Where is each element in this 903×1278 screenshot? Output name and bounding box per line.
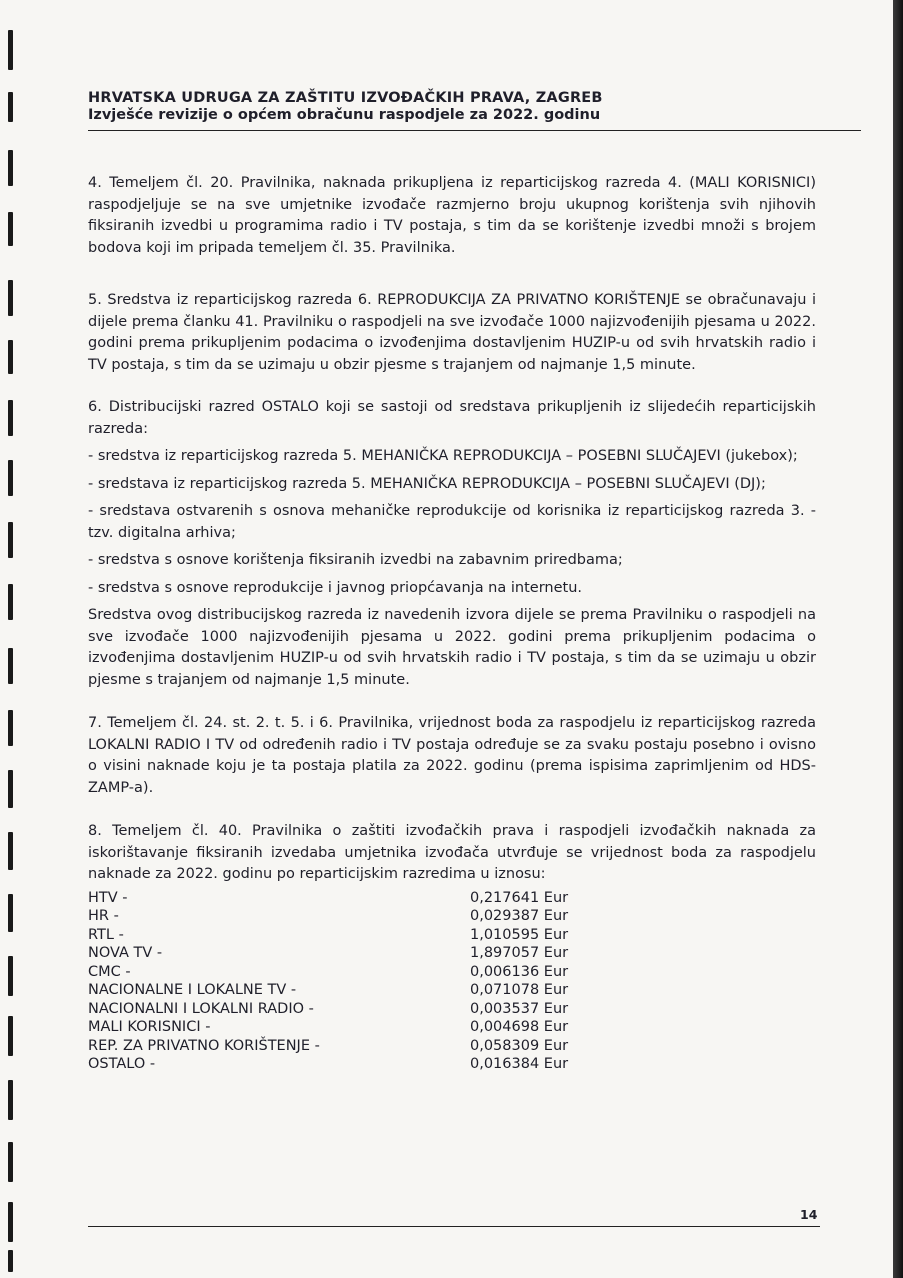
list-item: - sredstava iz reparticijskog razreda 5. MEHANIČKA REPRODUKCIJA – POSEBNI SLUČAJEVI (DJ); [88, 475, 766, 492]
report-title: Izvješće revizije o općem obračunu raspodjele za 2022. godinu [88, 107, 601, 123]
point-value: 0,058309 Eur [470, 1037, 569, 1054]
table-row [88, 981, 568, 1000]
table-row [88, 1055, 568, 1074]
category-label: HTV - [88, 889, 128, 906]
paragraph-4: 4. Temeljem čl. 20. Pravilnika, naknada prikupljena iz reparticijskog razreda 4. (MALI KORISNICI) raspodjeljuje se na sve umjetnike izvođače razmjerno broju ukupnog korištenja svih njihovih fiksiranih izvedbi u programima radio i TV postaja, s tim da se korištenje izvedbi množi s brojem bodova koji im pripada temeljem čl. 35. Pravilnika. [88, 175, 816, 256]
list-item: - sredstva s osnove korištenja fiksiranih izvedbi na zabavnim priredbama; [88, 552, 623, 568]
page-header [88, 90, 778, 123]
paragraph-5: 5. Sredstva iz reparticijskog razreda 6. REPRODUKCIJA ZA PRIVATNO KORIŠTENJE se obračunavaju i dijele prema članku 41. Pravilniku o raspodjeli na sve izvođače 1000 najizvođenijih pjesama u 2022. godini prema prikupljenim podacima o izvođenjima dostavljenim HUZIP-u od svih hrvatskih radio i TV postaja, s tim da se uzimaju u obzir pjesme s trajanjem od najmanje 1,5 minute. [88, 292, 816, 373]
table-row [88, 1018, 568, 1037]
scan-edge [893, 0, 903, 1278]
table-row [88, 926, 568, 945]
table-row [88, 1000, 568, 1019]
paragraph-6-closing: Sredstva ovog distribucijskog razreda iz navedenih izvora dijele se prema Pravilniku o raspodjeli na sve izvođače 1000 najizvođenijih pjesama u 2022. godini prema prikupljenim podacima o izvođenjima dostavljenim HUZIP-u od svih hrvatskih radio i TV postaja, s tim da se uzimaju u obzir pjesme s trajanjem od najmanje 1,5 minute. [88, 607, 816, 688]
category-label: NOVA TV - [88, 945, 163, 961]
point-value: 0,016384 Eur [470, 1056, 569, 1072]
category-label: CMC - [88, 963, 131, 980]
list-item: - sredstva s osnove reprodukcije i javnog priopćavanja na internetu. [88, 579, 582, 596]
point-value: 1,010595 Eur [470, 926, 569, 943]
document-body [88, 173, 816, 1074]
paragraph-7: 7. Temeljem čl. 24. st. 2. t. 5. i 6. Pravilnika, vrijednost boda za raspodjelu iz reparticijskog razreda LOKALNI RADIO I TV od određenih radio i TV postaja određuje se za svaku postaju posebno i ovisno o visini naknade koju je ta postaja platila za 2022. godinu (prema ispisima zaprimljenim od HDS-ZAMP-a). [88, 715, 816, 796]
point-value: 0,217641 Eur [470, 889, 569, 906]
table-row [88, 889, 568, 908]
category-label: RTL - [88, 926, 124, 943]
category-label: OSTALO - [88, 1056, 156, 1072]
list-item: - sredstava ostvarenih s osnova mehaničke reprodukcije od korisnika iz reparticijskog razreda 3. - tzv. digitalna arhiva; [88, 503, 816, 541]
point-value: 1,897057 Eur [470, 945, 569, 961]
category-label: REP. ZA PRIVATNO KORIŠTENJE - [88, 1037, 320, 1054]
category-label: NACIONALNI I LOKALNI RADIO - [88, 1000, 314, 1017]
paragraph-8: 8. Temeljem čl. 40. Pravilnika o zaštiti izvođačkih prava i raspodjeli izvođačkih naknada za iskorištavanje fiksiranih izvedaba umjetnika izvođača utvrđuje se vrijednost boda za raspodjelu naknade za 2022. godinu po reparticijskim razredima u iznosu: [88, 823, 816, 882]
header-divider [88, 130, 861, 131]
point-value: 0,029387 Eur [470, 908, 569, 924]
table-row [88, 944, 568, 963]
point-value: 0,006136 Eur [470, 963, 569, 980]
list-item: - sredstva iz reparticijskog razreda 5. MEHANIČKA REPRODUKCIJA – POSEBNI SLUČAJEVI (jukebox); [88, 448, 798, 464]
point-value: 0,004698 Eur [470, 1019, 569, 1035]
paragraph-6-intro: 6. Distribucijski razred OSTALO koji se sastoji od sredstava prikupljenih iz slijedećih reparticijskih razreda: [88, 399, 816, 437]
category-label: NACIONALNE I LOKALNE TV - [88, 982, 297, 998]
table-row [88, 1037, 568, 1056]
point-value: 0,071078 Eur [470, 982, 569, 998]
page-number: 14 [800, 1207, 818, 1222]
scan-binding-marks [0, 0, 30, 1278]
point-value: 0,003537 Eur [470, 1000, 569, 1017]
table-row [88, 907, 568, 926]
organization-name: HRVATSKA UDRUGA ZA ZAŠTITU IZVOĐAČKIH PRAVA, ZAGREB [88, 90, 603, 106]
point-values-table [88, 889, 568, 1074]
category-label: HR - [88, 908, 119, 924]
table-row [88, 963, 568, 982]
footer-divider [88, 1226, 820, 1227]
category-label: MALI KORISNICI - [88, 1019, 211, 1035]
